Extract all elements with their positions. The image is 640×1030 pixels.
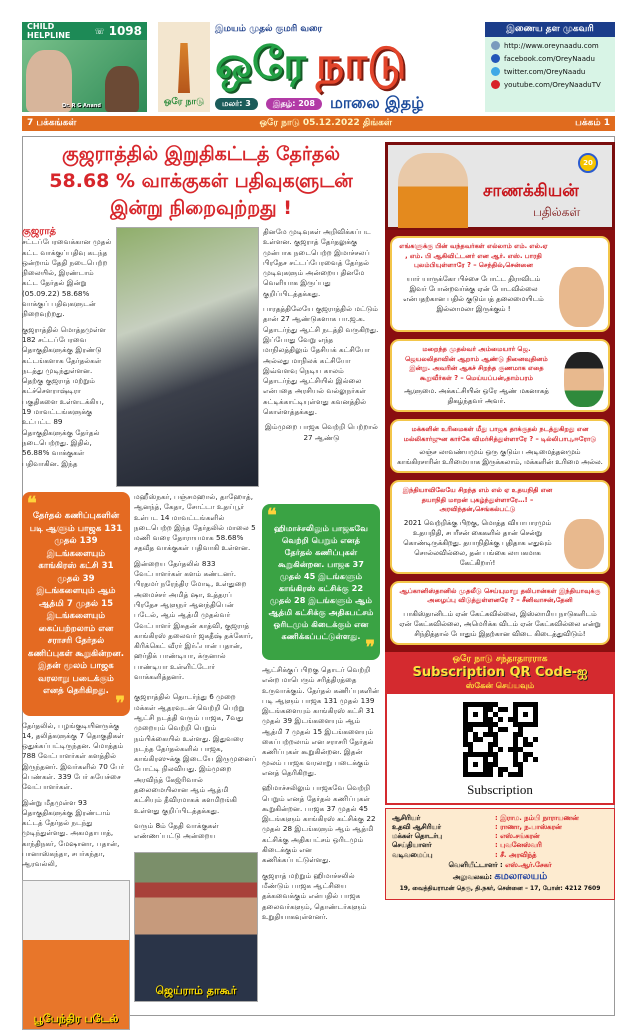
web-link[interactable] [491, 80, 615, 89]
credit-row [392, 832, 608, 841]
paragraph: தேர்தலில், பழங்குடியினருக்கு 14, தலித்களுக்கு 7 தொகுதிகள் ஒதுக்கப்பட்டிருந்தன. மொத்தம் 788 வேட்பாளர்கள் களத்தில் இருந்தனர். இவர்களில் 70 பேர் பெண்கள். 339 பேர் சுயேச்சை வேட்பாளர்கள். [22, 720, 125, 792]
credits-box [385, 808, 615, 900]
paragraph: வரும் 8ம் தேதி வாக்குகள் எண்ணப்பட்டு அன்றைய [134, 820, 219, 841]
qa-panel [385, 230, 615, 652]
open-quote-icon: ❝ [27, 493, 37, 514]
youtube-icon [491, 80, 500, 89]
credit-name: : புவனேஸ்வரி [495, 841, 542, 850]
paragraph: தினமே முடிவுகள் அறிவிக்கப்பட உள்ளன. குஜராத் தேர்தலுக்கு முன்பாக நடைபெற்ற இமாச்சலப் பிரதேச சட்டப்பேரவைத் தேர்தல் முடிவுகளும் அன்றைய தினமே வெளியாக இருப்பது குறிப்பிடத்தக்கது. [263, 227, 371, 298]
chanakya-illustration [398, 153, 468, 228]
open-quote-icon: ❝ [267, 505, 277, 526]
credit-role: உதவி ஆசிரியர் [392, 822, 441, 831]
credit-name: : ராணா, ந.பாஸ்கரன் [495, 822, 562, 831]
credit-role: மக்கள் தொடர்பு [392, 832, 442, 841]
close-quote-icon: ❞ [365, 637, 375, 658]
links-title: இணைய தள முகவரி [485, 22, 615, 37]
pull-quote-orange [22, 492, 130, 716]
qa-question: மறைந்த முதல்வர் அம்மையார் ஜெ. ஜெயலலிதாவின் ஆறாம் ஆண்டு நினைவுதினம் இன்று. அவரின் ஆகச் சிறந்த குணமாக எதை கூறுவீர்கள் ? – மெய்யப்பன்,தாம்பரம் [405, 345, 548, 382]
credit-role: செய்தியாளர் [392, 841, 432, 850]
tagline: இமயம் முதல் குமரி வரை [215, 24, 323, 34]
web-links-box [485, 22, 615, 112]
qa-item [390, 236, 610, 332]
paragraph: ஹிமாச்சலிலும் பாஜகவே வெற்றி பெறும் எனத் தேர்தல் கணிப்புகள் கூறுகின்றன. பாஜக 37 முதல் 45 இடங்களும் காங்கிரஸ் கட்சிக்கு 22 முதல் 28 இடங்களும் ஆம் ஆத்மி கட்சிக்கு அதிகபட்சம் ஒரிடமும் கிடைக்கும் என கணிக்கப்பட்டுள்ளது. [262, 783, 376, 865]
date-strip [22, 116, 615, 131]
article-col-c [262, 492, 380, 927]
ad-helpline-label: CHILD HELPLINE [27, 22, 71, 40]
paragraph: குஜராத்தில் மொத்தமுள்ள 182 சட்டப்பேரவை தொகுதிகளுக்கு இரண்டு கட்டங்களாக தேர்தல்கள் நடத்து முடிந்துள்ளன. தெற்கு குஜராத் மற்றும் கட்ச்சௌராஷ்டிரா பகுதிகளை உள்ளடக்கிய, 19 மாவட்டங்களுக்கு உட்பட்ட 89 தொகுதிகளுக்கு தேர்தல் நடைபெற்றது. இதில், 56.88% வாக்குகள் பதிவாகின. இந்த [22, 324, 107, 468]
web-link[interactable] [491, 54, 615, 63]
paragraph: குஜராத்தில் தொடர்ந்து 6 முறை மக்கள் ஆதரவுடன் வெற்றி பெற்று ஆட்சி நடத்தி வரும் பாஜக, 7வது முறையும் வெற்றி பெறும் நம்பிக்கையில் உள்ளது. இதுவரை நடந்த தேர்தல்களில் பாஜக, காங்கிரஸுக்கு இடையே இருமுனைப் போட்டி நிலவியது. இம்முறை அரவிந்த் கேஜ்ரிவால் தலைமையிலான ஆம் ஆத்மி கட்சியும் தீவிரமாகக் களமிறங்கி உள்ளது குறிப்பிடத்தக்கது. [134, 692, 257, 815]
qa-question: எங்களுக்கு பின் வந்தவர்கள் எல்லாம் எம். எல்.ஏ , எம். பி ஆகிவிட்டனர் என ஆர். எஸ். பாரதி புலம்பியுள்ளாரே ? – செந்தில்,சென்னை [399, 242, 548, 269]
article-bottom-row [22, 492, 380, 1030]
paragraph: சட்டப்பேரவைக்கான முதல் கட்ட வாக்குப்பதிவு கடந்த ஒன்றாம் தேதி நடைபெற்ற நிலையில், இரண்டாம் கட்ட தேர்தல் இன்று (05.09.22) 58.68% வாக்குப் பதிவுகளுடன் நிறைவுற்றது. [22, 237, 112, 319]
ad-helpline-number: 1098 [108, 24, 142, 38]
office-label: அலுவலகம்: [452, 872, 492, 881]
page-number: பக்கம் 1 [575, 118, 610, 128]
bhupendra-patel-photo [22, 880, 130, 1030]
article-col1-bottom [22, 721, 130, 875]
qa-answer: லஞ்ச லாவண்யமும் ஒரு குடும்ப அடிமைத்தனமும் காங்கிரசாரின் உரிமையாக இருக்கலாம், மக்களின் உரிமை அல்ல. [397, 448, 603, 466]
credit-role: வடிவமைப்பு [392, 850, 433, 859]
paragraph: இம்முறை பாஜக வெற்றி பெற்றால் 27 ஆண்டு [265, 422, 378, 442]
anniversary-badge: 20 [578, 153, 598, 173]
jairam-thakur-photo [134, 852, 258, 1002]
qa-question: ஆப்கானிஸ்தானில் முதலீடு செய்யுமாறு தலிபான்கள் இந்தியாவுக்கு அழைப்பு விடுத்துள்ளனரே ? – சீனிவாசன்,தேனி [399, 586, 601, 604]
qa-answer: 2021 வெற்றிக்கு பிறகு, மொத்த வியாபாரமும் உதயநிதி, சபரீசன் கைகளில் தான் சென்று கொண்டிருக்கிறது. தயாநிதிக்கு புதிதாக எதுவும் சொல்லவில்லை, தன் பங்கை லாபகமாக கேட்கிறார்! [403, 518, 552, 567]
pull-quote-green [262, 504, 380, 660]
photo-caption: பூபேந்திர படேல் [33, 1011, 119, 1025]
web-link-text[interactable]: http://www.oreynaadu.com [504, 41, 599, 50]
subscription-banner [385, 652, 615, 694]
subscription-line: Subscription QR Code-ஐ [412, 664, 588, 680]
article-col-b [134, 492, 258, 1002]
paragraph: இன்றைய தேர்தலில் 833 வேட்பாளர்கள் களம் கண்டனர். பிரதமர் நரேந்திர மோடி, உள்துறை அமைச்சர் அமித் ஷா, உத்தரப் பிரதேச ஆளுநர் ஆனந்திபென் படேல், ஆம் ஆத்மி முதல்வர் வேட்பாளர் இசுதன் காத்வி, குஜராத் காங்கிரஸ் தலைவர் ஜகதீஷ் தக்கோர், கிரிக்கெட் வீரர் இர்ஃபான் பதான், ஹர்திக் பாண்டியா, க்ருனால் பாண்டியா உள்ளிட்டோர் வாக்களித்தனர். [134, 558, 254, 682]
main-article [22, 141, 380, 1030]
masthead-title-2: நாடு [315, 38, 407, 89]
masthead-title [215, 38, 480, 89]
credit-row [392, 851, 608, 860]
article-lead: குஜராத் [22, 226, 57, 237]
modi-photo [116, 227, 259, 487]
qa-answer: பாகிஸ்தானிடம் ஏன் கேட்கவில்லை, இஸ்லாமிய நாடுகளிடம் ஏன் கேட்கவில்லை, அமெரிக்க விடம் ஏன் கேட்கவில்லை என்று சிந்தித்தால் போதும் இதற்கான விடை கிடைத்துவிடும்! [399, 609, 601, 638]
qr-label: Subscription [467, 781, 533, 797]
subscription-line: ஒரே நாடு சந்தாதாரராக [452, 653, 548, 664]
article-col3-top [263, 227, 380, 448]
web-link-text[interactable]: youtube.com/OreyNaaduTV [504, 80, 601, 89]
qa-question: இந்தியாவிலேயே சிறந்த எம் எல் ஏ உதயநிதி என தயாநிதி மாறன் புகழ்ந்துள்ளாரே…! – அரவிந்தன்,செங்கல்பட்டு [402, 486, 553, 513]
newspaper-logo [158, 22, 210, 112]
paragraph: ஆட்சிக்குப் பிறகு தொடர் வெற்றி என்ற மாபெரும் சரித்திரத்தை உருவாக்கும். தேர்தல் கணிப்புகளின் படி ஆளும் பாஜக 131 முதல் 139 இடங்களையும் காங்கிரஸ் கட்சி 31 முதல் 39 இடங்களையும் ஆம் ஆத்மி 7 முதல் 15 இடங்களையும் கைப்பற்றலாம் என சராசரி தேர்தல் கணிப்புகள் கூறுகின்றன. இதன் மூலம் பாஜக வரலாறு படைக்கும் எனத் தெரிகிறது. [262, 665, 380, 777]
article-col2-mid [134, 492, 258, 687]
article-col2-bottom [134, 692, 258, 846]
masthead-meta [215, 93, 480, 114]
headline-line: இன்று நிறைவுற்றது ! [110, 197, 292, 219]
credit-row [392, 823, 608, 832]
logo-caption: ஒரே நாடு [163, 97, 205, 107]
child-helpline-ad [22, 22, 147, 112]
credit-name: : இராம. நம்பி நாராயணன் [495, 813, 579, 822]
qa-item [390, 339, 610, 412]
credit-row [392, 814, 608, 823]
credit-name: : எஸ்.சங்கரன் [495, 832, 540, 841]
pen-tower-icon [178, 43, 190, 93]
qa-item [390, 419, 610, 473]
headline-line: குஜராத்தில் இறுதிகட்டத் தேர்தல் [62, 143, 340, 165]
paragraph: இன்று மீதமுள்ள 93 தொகுதிகளுக்கு இரண்டாம் கட்டத் தேர்தல் நடந்து முடிந்துள்ளது. அகமதாபாத், காந்திநகர், மேஷானா, பதான், பானாஸ்கந்தா, சபர்கந்தா, ஆரவல்லி, [22, 797, 120, 869]
dateline: ஒரே நாடு 05.12.2022 திங்கள் [259, 118, 393, 128]
qa-item [390, 480, 610, 574]
qa-question: மக்களின் உரிமைகள் மீது பாஜக தாக்குதல் நடத்துகிறது என மல்லிகார்ஜுன கார்கே விமர்சித்துள்ளாரே ? – டில்லிபாபு,ஈரோடு [403, 425, 597, 443]
qr-module [533, 772, 538, 777]
article-top-row [22, 227, 380, 487]
subscription-line: ஸ்கேன் செய்யவும் [465, 680, 535, 690]
office-line [392, 871, 608, 883]
paragraph: மஹீஸ்நகர், பஞ்சமஹால், தாஹோத், ஆனந்த், கேதா, சோட்டா உதய்பூர் உள்பட 14 மாவட்டங்களில் நடைபெற்ற இந்த தேர்தலில் மாலை 5 மணி வரை தோராயமாக 58.68% சதவீத வாக்குகள் பதிவாகி உள்ளன. [134, 492, 256, 553]
article-col3-bottom [262, 665, 380, 927]
article-col-a [22, 492, 130, 1030]
issue-badge: இதழ்: 208 [266, 98, 322, 110]
qr-code[interactable] [463, 702, 538, 777]
pull-quote-text: தேர்தல் கணிப்புகளின் படி ஆளும் பாஜக 131 முதல் 139 இடங்களையும் காங்கிரஸ் கட்சி 31 முதல் 39 இடங்களையும் ஆம் ஆத்மி 7 முதல் 15 இடங்களையும் கைப்பற்றலாம் என சராசரி தேர்தல் கணிப்புகள் கூறுகின்றன. இதன் மூலம் பாஜக வரலாறு படைக்கும் எனத் தெரிகிறது. [28, 511, 124, 696]
page-count: 7 பக்கங்கள் [27, 118, 77, 128]
phone-icon: ☏ [94, 26, 105, 36]
web-link[interactable] [491, 67, 615, 76]
photo-caption: ஜெய்ராம் தாகூர் [155, 983, 237, 997]
web-link-text[interactable]: twitter.com/OreyNaadu [504, 67, 586, 76]
links-list [485, 41, 615, 89]
qr-box [385, 694, 615, 805]
office-name: கமலாலயம் [494, 870, 548, 882]
qa-item [390, 581, 610, 645]
close-quote-icon: ❞ [115, 692, 125, 714]
credit-name: : சீ. அரவிந்த் [495, 850, 537, 859]
paragraph: பாரதத்திலேயே குஜராத்தில் மட்டும் தான் 27 ஆண்டுகளாக பா.ஜ.க. தொடர்ந்து ஆட்சி நடத்தி வருகிறது. இப்போது வேறு எந்த மாநிலத்திலும் தேசியக் கட்சியோ அல்லது மாநிலக் கட்சியோ இவ்வளவு நெடிய காலம் தொடர்ந்து ஆட்சியில் இல்லை என்பதை அரசியல் வல்லுநர்கள் சுட்டிக்காட்டியுள்ளது கவனத்தில் கொள்ளத்தக்கது. [263, 304, 379, 417]
masthead-title-1: ஒரே [215, 38, 306, 89]
edition-label: மாலை இதழ் [329, 93, 425, 112]
ad-caption: Dr. R G Anand [62, 103, 101, 109]
article-col1 [22, 227, 112, 474]
twitter-icon [491, 67, 500, 76]
publisher-name: எஸ்.ஆர்.சேகர் [505, 860, 552, 869]
publisher-line [392, 860, 608, 871]
qa-answer: யார் யாருக்கோ பிச்சை போட்ட திராவிடம் இவர் போன்றவர்க்கு ஏன் போடவில்லை என்பதற்கான பதில் குடும்பத் தலைமையிடம் இல்லாமலா இருக்கும் ! [403, 274, 544, 313]
credit-role: ஆசிரியர் [392, 813, 421, 822]
office-address: 19, வைத்தியராமன் தெரு, தி.நகர், சென்னை – 17, போன்: 4212 7609 [399, 884, 601, 892]
headline-line: 58.68 % வாக்குகள் பதிவுகளுடன் [49, 170, 353, 192]
qa-answer: ஆளுமை. அக்கட்சியின் ஒரே ஆண் மகனாகத் திகழ்ந்தவர் அவர். [404, 387, 549, 405]
publisher-label: வெளியீட்டாளர் : [448, 860, 503, 869]
credits-list [392, 814, 608, 860]
caricature [559, 267, 604, 327]
pull-quote-text: ஹிமாச்சலிலும் பாஜகவே வெற்றி பெறும் எனத் தேர்தல் கணிப்புகள் கூறுகின்றன. பாஜக 37 முதல் 45 இடங்களும் காங்கிரஸ் கட்சிக்கு 22 முதல் 28 இடங்களும் ஆம் ஆத்மி கட்சிக்கு அதிகபட்சம் ஒரிடமும் கிடைக்கும் என கணிக்கப்பட்டுள்ளது. [268, 523, 374, 641]
chanakyan-header [385, 142, 615, 230]
chanakyan-subtitle: பதில்கள் [533, 205, 581, 219]
volume-badge: மலர்: 3 [215, 98, 258, 110]
web-link[interactable] [491, 41, 615, 50]
chanakyan-title: சாணக்கியன் [483, 181, 579, 201]
paragraph: குஜராத் மற்றும் ஹிமாச்சலில் மீண்டும் பாஜக ஆட்சியை தக்கவைக்கும் என்பதில் பாஜக தலைவர்களும், தொண்டர்களும் உறுதியாகவுள்ளனர். [262, 870, 367, 921]
caricature [564, 352, 604, 407]
caricature [564, 519, 604, 569]
right-column [385, 142, 615, 900]
globe-icon [491, 41, 500, 50]
credit-row [392, 841, 608, 850]
facebook-icon [491, 54, 500, 63]
headline [22, 141, 380, 222]
masthead-center [215, 24, 480, 114]
web-link-text[interactable]: facebook.com/OreyNaadu [504, 54, 595, 63]
